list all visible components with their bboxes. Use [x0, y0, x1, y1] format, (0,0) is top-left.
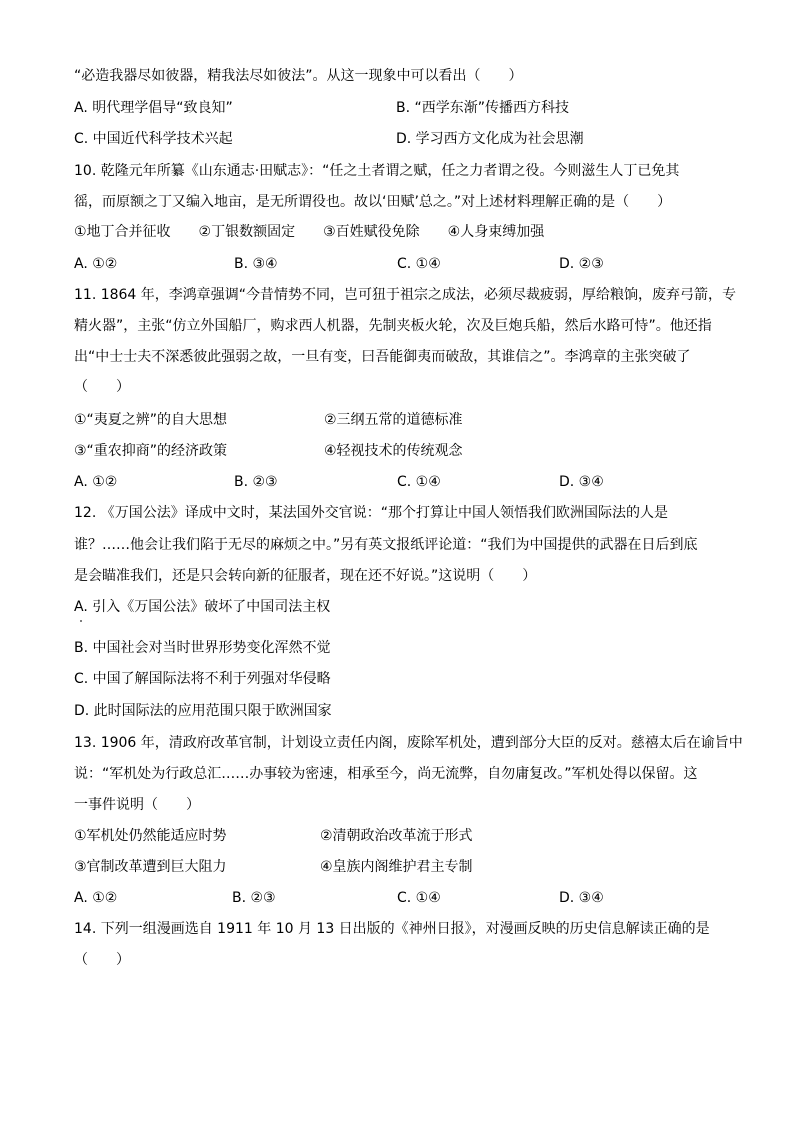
q12-stem-line-2: 谁？……他会让我们陷于无尽的麻烦之中。”另有英文报纸评论道：“我们为中国提供的武器在日后到底 [74, 537, 698, 553]
q13-option-b[interactable]: B. ②③ [232, 890, 276, 906]
q11-statement-3: ③“重农抑商”的经济政策 [74, 443, 228, 459]
q11-stem-line-1: 11. 1864 年，李鸿章强调“今昔情势不同，岂可狃于祖宗之成法，必须尽裁疲弱，厚给粮饷，废弃弓箭，专 [74, 287, 737, 303]
q9-option-c[interactable]: C. 中国近代科学技术兴起 [74, 131, 233, 147]
q12-option-b[interactable]: B. 中国社会对当时世界形势变化浑然不觉 [74, 640, 331, 656]
q13-stem-line-2: 说：“军机处为行政总汇……办事较为密速，相承至今，尚无流弊，自勿庸复改。”军机处得以保留。这 [74, 766, 698, 782]
q9-option-d[interactable]: D. 学习西方文化成为社会思潮 [396, 131, 584, 147]
q11-option-c[interactable]: C. ①④ [397, 474, 441, 490]
q13-option-c[interactable]: C. ①④ [397, 890, 441, 906]
q11-option-d[interactable]: D. ③④ [559, 474, 604, 490]
q11-statement-1: ①“夷夏之辨”的自大思想 [74, 412, 228, 428]
q13-option-d[interactable]: D. ③④ [559, 890, 604, 906]
q13-statement-1: ①军机处仍然能适应时势 [74, 828, 227, 844]
q11-statement-4: ④轻视技术的传统观念 [324, 443, 463, 459]
q14-answer-bracket: （ ） [74, 952, 130, 968]
q9-option-a[interactable]: A. 明代理学倡导“致良知” [74, 100, 233, 116]
q10-stem-line-2: 徭，而原额之丁又编入地亩，是无所谓役也。故以‘田赋’总之。”对上述材料理解正确的是（ ） [74, 194, 672, 210]
q9-option-b[interactable]: B. “西学东渐”传播西方科技 [396, 100, 570, 116]
q11-option-b[interactable]: B. ②③ [234, 474, 278, 490]
q13-option-a[interactable]: A. ①② [74, 890, 118, 906]
q13-statement-4: ④皇族内阁维护君主专制 [320, 859, 473, 875]
q10-option-a[interactable]: A. ①② [74, 256, 118, 272]
q10-stem-line-1: 10. 乾隆元年所纂《山东通志·田赋志》：“任之土者谓之赋，任之力者谓之役。今则滋生人丁已免其 [74, 163, 680, 179]
q12-option-d[interactable]: D. 此时国际法的应用范围只限于欧洲国家 [74, 703, 332, 719]
q13-stem-line-1: 13. 1906 年，清政府改革官制，计划设立责任内阁，废除军机处，遭到部分大臣的反对。慈禧太后在谕旨中 [74, 735, 743, 751]
q9-stem-tail: “必造我器尽如彼器，精我法尽如彼法”。从这一现象中可以看出（ ） [74, 68, 523, 84]
q10-option-d[interactable]: D. ②③ [559, 256, 604, 272]
q12-stem-line-1: 12. 《万国公法》译成中文时，某法国外交官说：“那个打算让中国人领悟我们欧洲国际法的人是 [74, 505, 668, 521]
q10-statements: ①地丁合并征收 ②丁银数额固定 ③百姓赋役免除 ④人身束缚加强 [74, 224, 545, 240]
q12-stem-line-3: 是会瞄准我们，还是只会转向新的征服者，现在还不好说。”这说明（ ） [74, 568, 537, 584]
q13-statement-2: ②清朝政治改革流于形式 [320, 828, 473, 844]
q12-option-c[interactable]: C. 中国了解国际法将不利于列强对华侵略 [74, 671, 331, 687]
q11-stem-line-3: 出“中士士夫不深悉彼此强弱之故，一旦有变，曰吾能御夷而破敌，其谁信之”。李鸿章的主张突破了 [74, 349, 691, 365]
stray-dot [80, 620, 82, 622]
q11-answer-bracket: （ ） [74, 379, 130, 395]
q11-statement-2: ②三纲五常的道德标准 [324, 412, 463, 428]
q12-option-a[interactable]: A. 引入《万国公法》破坏了中国司法主权 [74, 599, 331, 615]
q13-stem-line-3: 一事件说明（ ） [74, 797, 200, 813]
q11-option-a[interactable]: A. ①② [74, 474, 118, 490]
q11-stem-line-2: 精火器”，主张“仿立外国船厂，购求西人机器，先制夹板火轮，次及巨炮兵船，然后水路可恃”。他还指 [74, 318, 712, 334]
q10-option-c[interactable]: C. ①④ [397, 256, 441, 272]
q14-stem-line-1: 14. 下列一组漫画选自 1911 年 10 月 13 日出版的《神州日报》，对漫画反映的历史信息解读正确的是 [74, 921, 710, 937]
q13-statement-3: ③官制改革遭到巨大阻力 [74, 859, 227, 875]
q10-option-b[interactable]: B. ③④ [234, 256, 278, 272]
